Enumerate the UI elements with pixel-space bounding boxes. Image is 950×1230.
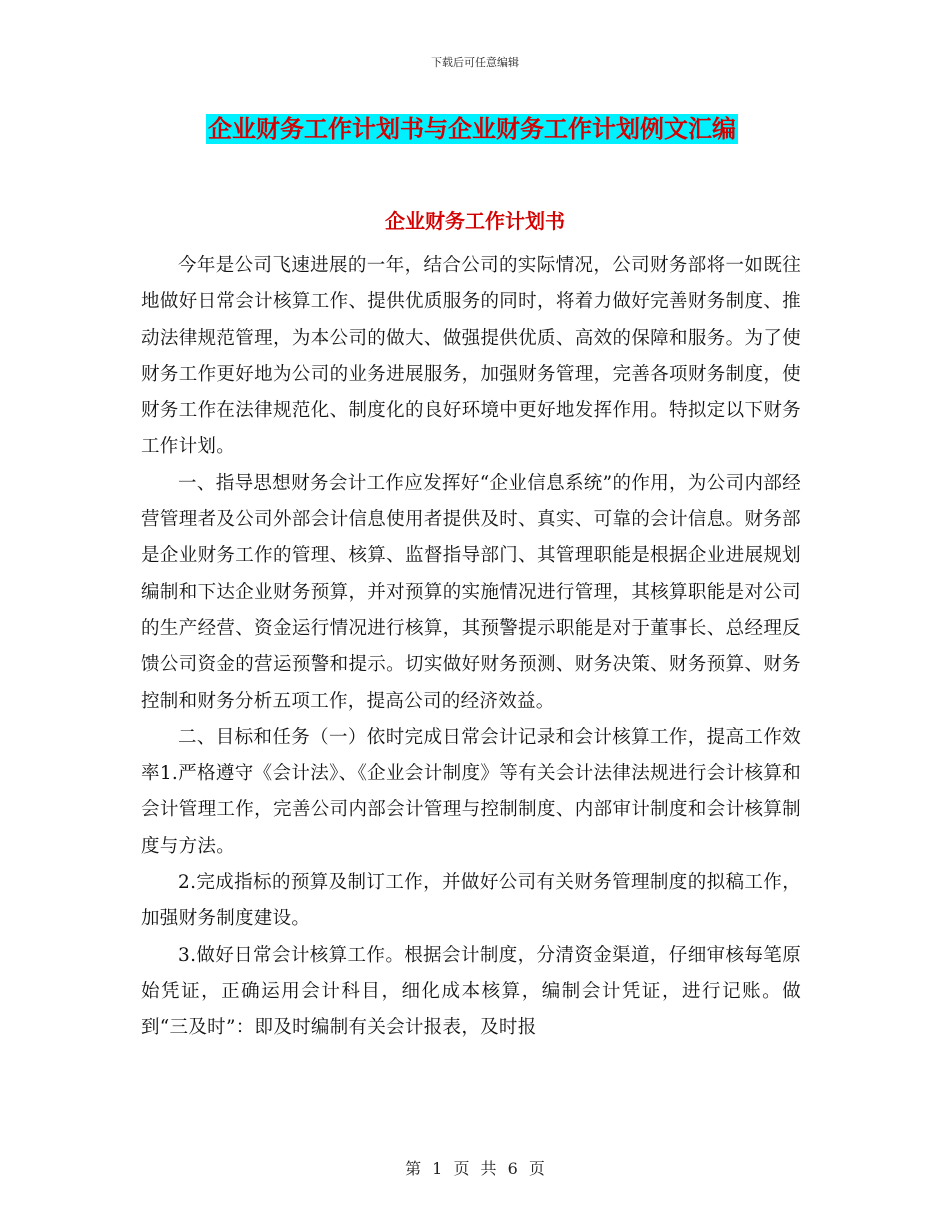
paragraph-guiding-principle: 一、指导思想财务会计工作应发挥好“企业信息系统”的作用，为公司内部经营管理者及公司外部会计信息使用者提供及时、真实、可靠的会计信息。财务部是企业财务工作的管理、核算、监督指导部门、其管理职能是根据企业进展规划编制和下达企业财务预算，并对预算的实施情况进行管理，其核算职能是对公司的生产经营、资金运行情况进行核算，其预警提示职能是对于董事长、总经理反馈公司资金的营运预警和提示。切实做好财务预测、财务决策、财务预算、财务控制和财务分析五项工作，提高公司的经济效益。 bbox=[141, 472, 801, 712]
main-title: 企业财务工作计划书与企业财务工作计划例文汇编 bbox=[208, 115, 736, 143]
body-text bbox=[141, 248, 801, 1047]
paragraph-item-2: 2.完成指标的预算及制订工作，并做好公司有关财务管理制度的拟稿工作，加强财务制度建设。 bbox=[141, 872, 801, 930]
paragraph-intro: 今年是公司飞速进展的一年，结合公司的实际情况，公司财务部将一如既往地做好日常会计核算工作、提供优质服务的同时，将着力做好完善财务制度、推动法律规范管理，为本公司的做大、做强提供优质、高效的保障和服务。为了使财务工作更好地为公司的业务进展服务，加强财务管理，完善各项财务制度，使财务工作在法律规范化、制度化的良好环境中更好地发挥作用。特拟定以下财务工作计划。 bbox=[141, 255, 801, 458]
paragraph-goals-tasks: 二、目标和任务（一）依时完成日常会计记录和会计核算工作，提高工作效率1.严格遵守《会计法》、《企业会计制度》等有关会计法律法规进行会计核算和会计管理工作，完善公司内部会计管理与控制制度、内部审计制度和会计核算制度与方法。 bbox=[141, 726, 801, 857]
sub-title: 企业财务工作计划书 bbox=[385, 209, 565, 233]
page-footer: 第 1 页 共 6 页 bbox=[405, 1159, 545, 1178]
header-note: 下载后可任意编辑 bbox=[431, 56, 519, 69]
paragraph-item-3: 3.做好日常会计核算工作。根据会计制度，分清资金渠道，仔细审核每笔原始凭证，正确运用会计科目，细化成本核算，编制会计凭证，进行记账。做到“三及时”：即及时编制有关会计报表，及时报 bbox=[141, 944, 801, 1039]
